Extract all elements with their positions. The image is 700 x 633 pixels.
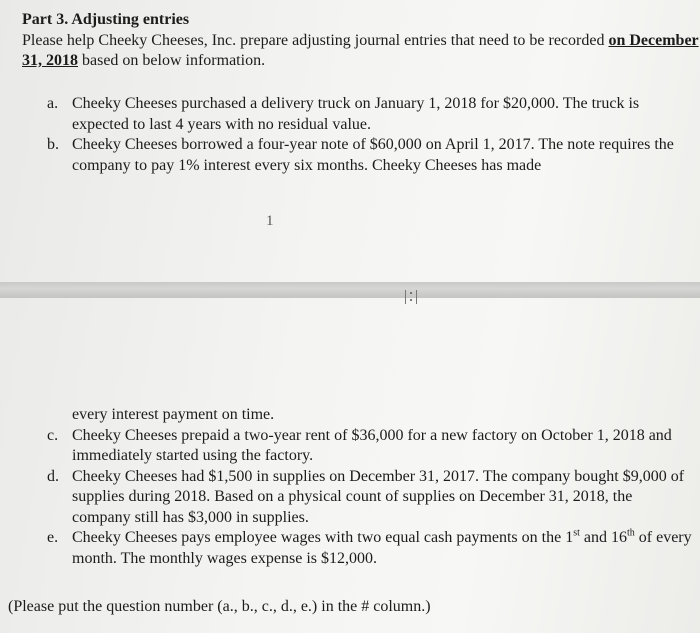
- header: [22, 10, 700, 72]
- part-title: Part 3. Adjusting entries: [22, 11, 190, 28]
- item-a: [47, 94, 695, 135]
- page-split-handle-icon[interactable]: • •: [405, 290, 417, 304]
- item-label: d.: [47, 467, 59, 485]
- item-e: e. Cheeky Cheeses pays employee wages with two equal cash payments on the 1st and 16th of every month. The monthly wages expense is $12,000.: [47, 527, 692, 567]
- item-b: [47, 135, 695, 176]
- item-c: [47, 426, 700, 467]
- continued-text: every interest payment on time.: [72, 406, 275, 423]
- item-label: e.: [47, 529, 59, 546]
- item-text: Cheeky Cheeses prepaid a two-year rent of $36,000 for a new factory on October 1, 2018 and immediately started using the factory.: [72, 426, 672, 464]
- item-text: Cheeky Cheeses purchased a delivery truck on January 1, 2018 for $20,000. The truck is expected to last 4 years with no residual value.: [72, 95, 640, 133]
- page-number: 1: [266, 213, 274, 229]
- items-bottom: [47, 405, 700, 569]
- item-text: Cheeky Cheeses borrowed a four-year note of $60,000 on April 1, 2017. The note requires the company to pay 1% interest every six months. Cheeky Cheeses has made: [72, 136, 674, 174]
- item-d: [47, 467, 694, 529]
- due-date: on December 31, 2018: [22, 31, 699, 69]
- intro-text: Please help Cheeky Cheeses, Inc. prepare adjusting journal entries that need to be recorded on December 31, 2018 based on below information.: [22, 31, 699, 69]
- items-top: [47, 94, 695, 176]
- item-text: Cheeky Cheeses had $1,500 in supplies on December 31, 2017. The company bought $9,000 of supplies during 2018. Based on a physical count of supplies on December 31, 2018, the company still has $3,000 in supplies.: [72, 467, 685, 526]
- footer-note: (Please put the question number (a., b., c., d., e.) in the # column.): [8, 598, 431, 615]
- item-label: b.: [47, 136, 59, 153]
- page-break-bar: [0, 282, 700, 298]
- item-label: c.: [47, 426, 59, 444]
- item-label: a.: [47, 95, 59, 112]
